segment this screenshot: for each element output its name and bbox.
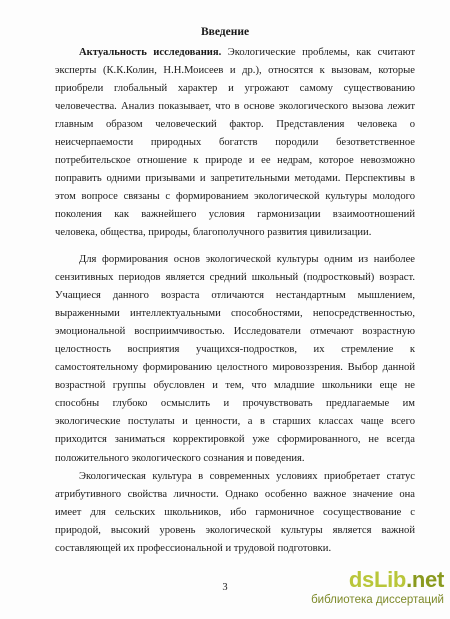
text-line: составляющей их профессиональной и трудовой подготовки.	[55, 543, 332, 555]
page-number: 3	[222, 582, 228, 593]
text-line: Учащиеся данного возраста отличаются нестандартным мышлением,	[55, 290, 415, 302]
text-line: этом вопросе связаны с формированием экологической культуры молодого	[55, 191, 415, 203]
text-line: приходится заниматься корректировкой уже сформированного, не всегда	[55, 434, 415, 446]
text-line: неисчерпаемости природных богатств породили безответственное	[55, 137, 415, 149]
text-line: эмоциональной восприимчивостью. Исследователи отмечают возрастную	[55, 326, 415, 338]
text-line: человека, общества, природы, благополучного развития цивилизации.	[55, 227, 372, 239]
page-title: Введение	[200, 26, 250, 38]
text-line: целостность восприятия учащихся-подростков, их стремление к	[55, 344, 415, 356]
text-line: имеет для сельских школьников, ибо гармоничное сосуществование с	[55, 507, 415, 519]
text-line: приобрели глобальный характер и угрожают самому существованию	[55, 83, 415, 95]
dslib-logo: dsLib.net	[348, 567, 444, 592]
dslib-watermark	[311, 568, 444, 607]
paragraph-rural-students	[55, 468, 415, 558]
text-line: возрастной группы обусловлен и тем, что младшие школьники еще не	[55, 380, 415, 392]
text-line: поправить одними призывами и запретительными методами. Перспективы в	[55, 173, 415, 185]
text-line: поколения как важнейшего условия гармонизации взаимоотношений	[55, 209, 415, 221]
text-line: самостоятельному формированию целостного мировоззрения. Выбор данной	[55, 362, 415, 374]
text-line: Для формирования основ экологической культуры одним из наиболее	[79, 254, 415, 265]
text-line: положительного экологического сознания и поведения.	[55, 452, 305, 464]
text-line: способны глубоко осмыслить и прочувствовать предлагаемые им	[55, 398, 415, 410]
watermark-tagline: библиотека диссертаций	[311, 594, 444, 606]
text-line: природой, высокий уровень экологической культуры является важной	[55, 525, 415, 537]
text-line: Экологическая культура в современных условиях приобретает статус	[79, 471, 415, 482]
text-line: атрибутивного свойства личности. Однако особенно важное значение она	[55, 489, 415, 501]
paragraph-relevance	[55, 44, 415, 243]
text-line: экологические постулаты и ценности, а в старших классах чаще всего	[55, 416, 415, 428]
text-line: Актуальность исследования. Экологические проблемы, как считают	[79, 47, 415, 58]
text-line: потребительское отношение к природе и ее недрам, которое невозможно	[55, 155, 415, 167]
text-line: главным образом человеческий фактор. Представления человека о	[55, 119, 415, 131]
text-line: человечества. Анализ показывает, что в основе экологического вызова лежит	[55, 101, 415, 113]
lead-heading: Актуальность исследования.	[79, 47, 222, 58]
paragraph-age-group	[55, 251, 415, 468]
text-line: сензитивных периодов является средний школьный (подростковый) возраст.	[55, 272, 415, 284]
text-line: выраженными интеллектуальными способностями, непосредственностью,	[55, 308, 415, 320]
text-line: эксперты (К.К.Колин, Н.Н.Моисеев и др.), относятся к вызовам, которые	[55, 65, 415, 77]
